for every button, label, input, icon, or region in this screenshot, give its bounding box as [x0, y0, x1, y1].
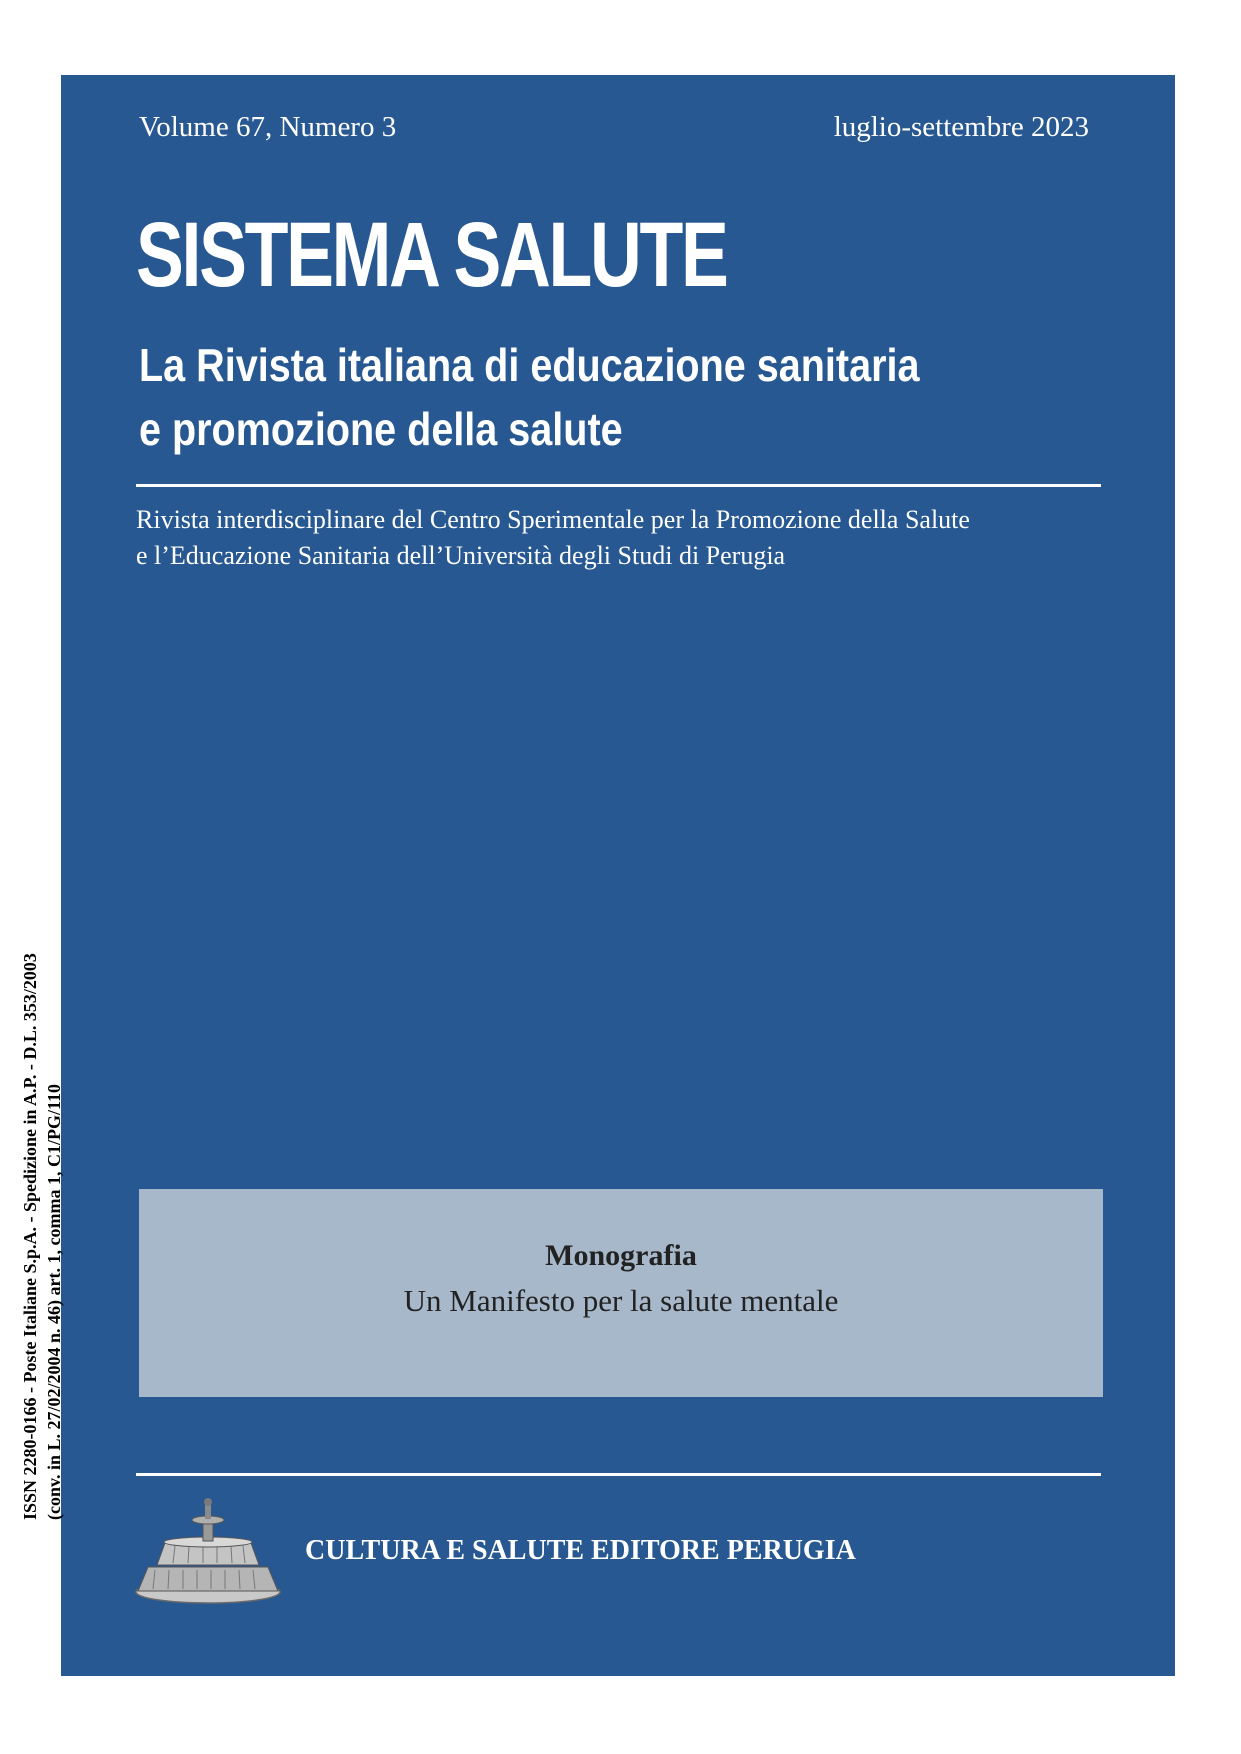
- monograph-heading: Monografia: [545, 1239, 697, 1272]
- subtitle-line-2: e promozione della salute: [139, 403, 623, 455]
- journal-description: [136, 502, 970, 574]
- journal-subtitle: [139, 333, 919, 461]
- monograph-box: [139, 1189, 1103, 1397]
- monograph-title: Un Manifesto per la salute mentale: [403, 1283, 839, 1318]
- top-divider: [136, 484, 1101, 487]
- journal-cover: [61, 75, 1175, 1676]
- publisher-name: CULTURA E SALUTE EDITORE PERUGIA: [305, 1535, 856, 1566]
- description-line-1: Rivista interdisciplinare del Centro Sperimentale per la Promozione della Salute: [136, 505, 970, 534]
- legal-line-2: (conv. in L. 27/02/2004 n. 46) art. 1, comma 1, C1/PG/110: [44, 1084, 64, 1520]
- bottom-divider: [136, 1473, 1101, 1476]
- legal-notice: [18, 930, 66, 1520]
- journal-title: SISTEMA SALUTE: [136, 204, 727, 306]
- subtitle-line-1: La Rivista italiana di educazione sanitaria: [139, 339, 920, 391]
- issue-period: luglio-settembre 2023: [833, 111, 1089, 143]
- fountain-logo-icon: [133, 1495, 283, 1605]
- legal-line-1: ISSN 2280-0166 - Poste Italiane S.p.A. - Spedizione in A.P. - D.L. 353/2003: [20, 953, 40, 1520]
- description-line-2: e l’Educazione Sanitaria dell’Università degli Studi di Perugia: [136, 541, 786, 570]
- volume-number: Volume 67, Numero 3: [139, 111, 397, 143]
